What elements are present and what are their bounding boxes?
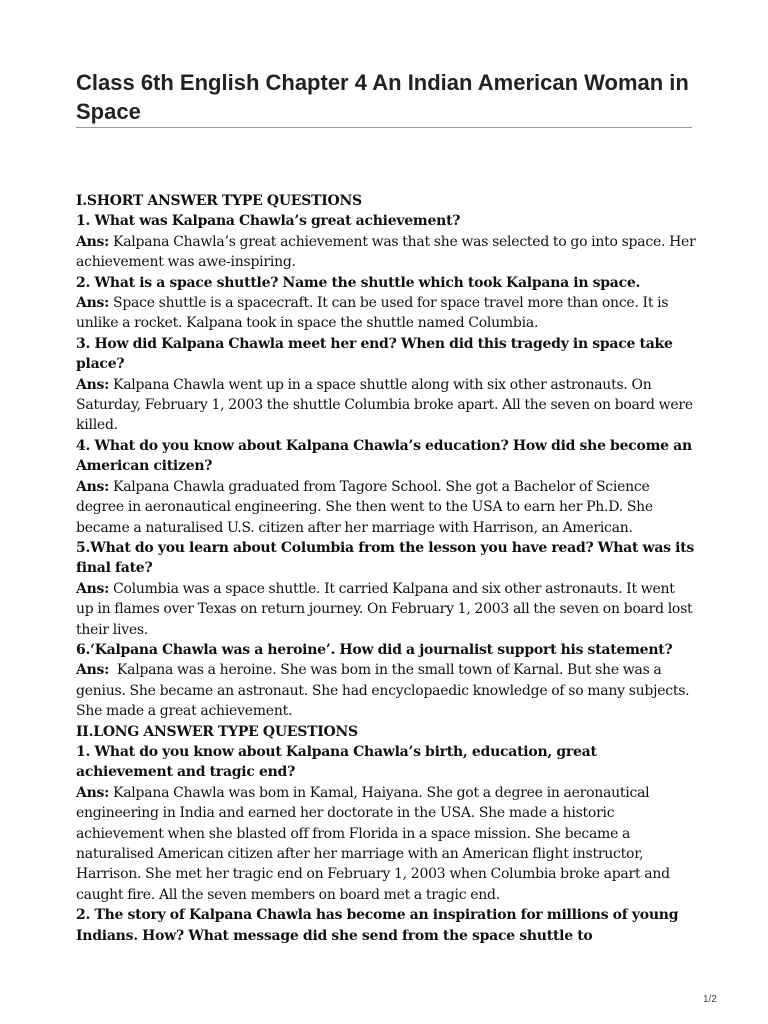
page-number: 1/2 xyxy=(703,994,717,1005)
long-answer-1 xyxy=(76,783,696,905)
short-question-1: 1. What was Kalpana Chawla’s great achievement? xyxy=(76,213,461,230)
answer-label: Ans: xyxy=(76,478,110,495)
answer-text: Kalpana Chawla went up in a space shuttle along with six other astronauts. On Saturday, February 1, 2003 the shuttle Columbia broke apart. All the seven on board were killed. xyxy=(76,376,693,434)
answer-label: Ans: xyxy=(76,784,110,801)
answer-label: Ans: xyxy=(76,295,110,312)
long-question-1: 1. What do you know about Kalpana Chawla’s birth, education, great achievement and tragic end? xyxy=(76,743,597,781)
answer-text: Columbia was a space shuttle. It carried Kalpana and six other astronauts. It went up in flames over Texas on return journey. On February 1, 2003 all the seven on board lost their lives. xyxy=(76,580,693,638)
short-question-3: 3. How did Kalpana Chawla meet her end? When did this tragedy in space take place? xyxy=(76,335,673,373)
answer-label: Ans: xyxy=(76,662,110,679)
short-answer-1 xyxy=(76,232,696,273)
long-answer-section-heading: II.LONG ANSWER TYPE QUESTIONS xyxy=(76,723,358,740)
short-answer-2 xyxy=(76,293,696,334)
short-answer-5 xyxy=(76,579,696,640)
page-title: Class 6th English Chapter 4 An Indian American Woman in Space xyxy=(76,70,689,124)
answer-text: Space shuttle is a spacecraft. It can be used for space travel more than once. It is unlike a rocket. Kalpana took in space the shuttle named Columbia. xyxy=(76,295,669,332)
answer-text: Kalpana Chawla’s great achievement was that she was selected to go into space. Her achievement was awe-inspiring. xyxy=(76,233,696,271)
short-answer-3 xyxy=(76,375,696,436)
answer-text: Kalpana Chawla graduated from Tagore School. She got a Bachelor of Science degree in aeronautical engineering. She then went to the USA to earn her Ph.D. She became a naturalised U.S. citizen after her marriage with Harrison, an American. xyxy=(76,478,653,536)
short-answer-section-heading: I.SHORT ANSWER TYPE QUESTIONS xyxy=(76,193,362,209)
answer-label: Ans: xyxy=(76,376,110,393)
short-question-6: 6.‘Kalpana Chawla was a heroine’. How did a journalist support his statement? xyxy=(76,641,673,658)
short-question-2: 2. What is a space shuttle? Name the shuttle which took Kalpana in space. xyxy=(76,274,641,291)
answer-text: Kalpana was a heroine. She was bom in the small town of Karnal. But she was a genius. She became an astronaut. She had encyclopaedic knowledge of so many subjects. She made a great achievement. xyxy=(76,662,690,720)
answer-label: Ans: xyxy=(76,233,110,250)
long-question-2: 2. The story of Kalpana Chawla has become an inspiration for millions of young Indians. How? What message did she send from the space shuttle to xyxy=(76,907,679,944)
document-body xyxy=(76,191,696,946)
answer-label: Ans: xyxy=(76,580,110,597)
short-question-5: 5.What do you learn about Columbia from the lesson you have read? What was its final fate? xyxy=(76,539,695,577)
short-answer-6 xyxy=(76,660,696,721)
title-divider xyxy=(76,127,692,128)
short-question-4: 4. What do you know about Kalpana Chawla’s education? How did she become an American citizen? xyxy=(76,437,692,475)
answer-text: Kalpana Chawla was bom in Kamal, Haiyana. She got a degree in aeronautical engineering in India and earned her doctorate in the USA. She made a historic achievement when she blasted off from Florida in a space mission. She became a naturalised American citizen after her marriage with an American flight instructor, Harrison. She met her tragic end on February 1, 2003 when Columbia broke apart and caught fire. All the seven members on board met a tragic end. xyxy=(76,784,670,903)
short-answer-4 xyxy=(76,477,696,538)
